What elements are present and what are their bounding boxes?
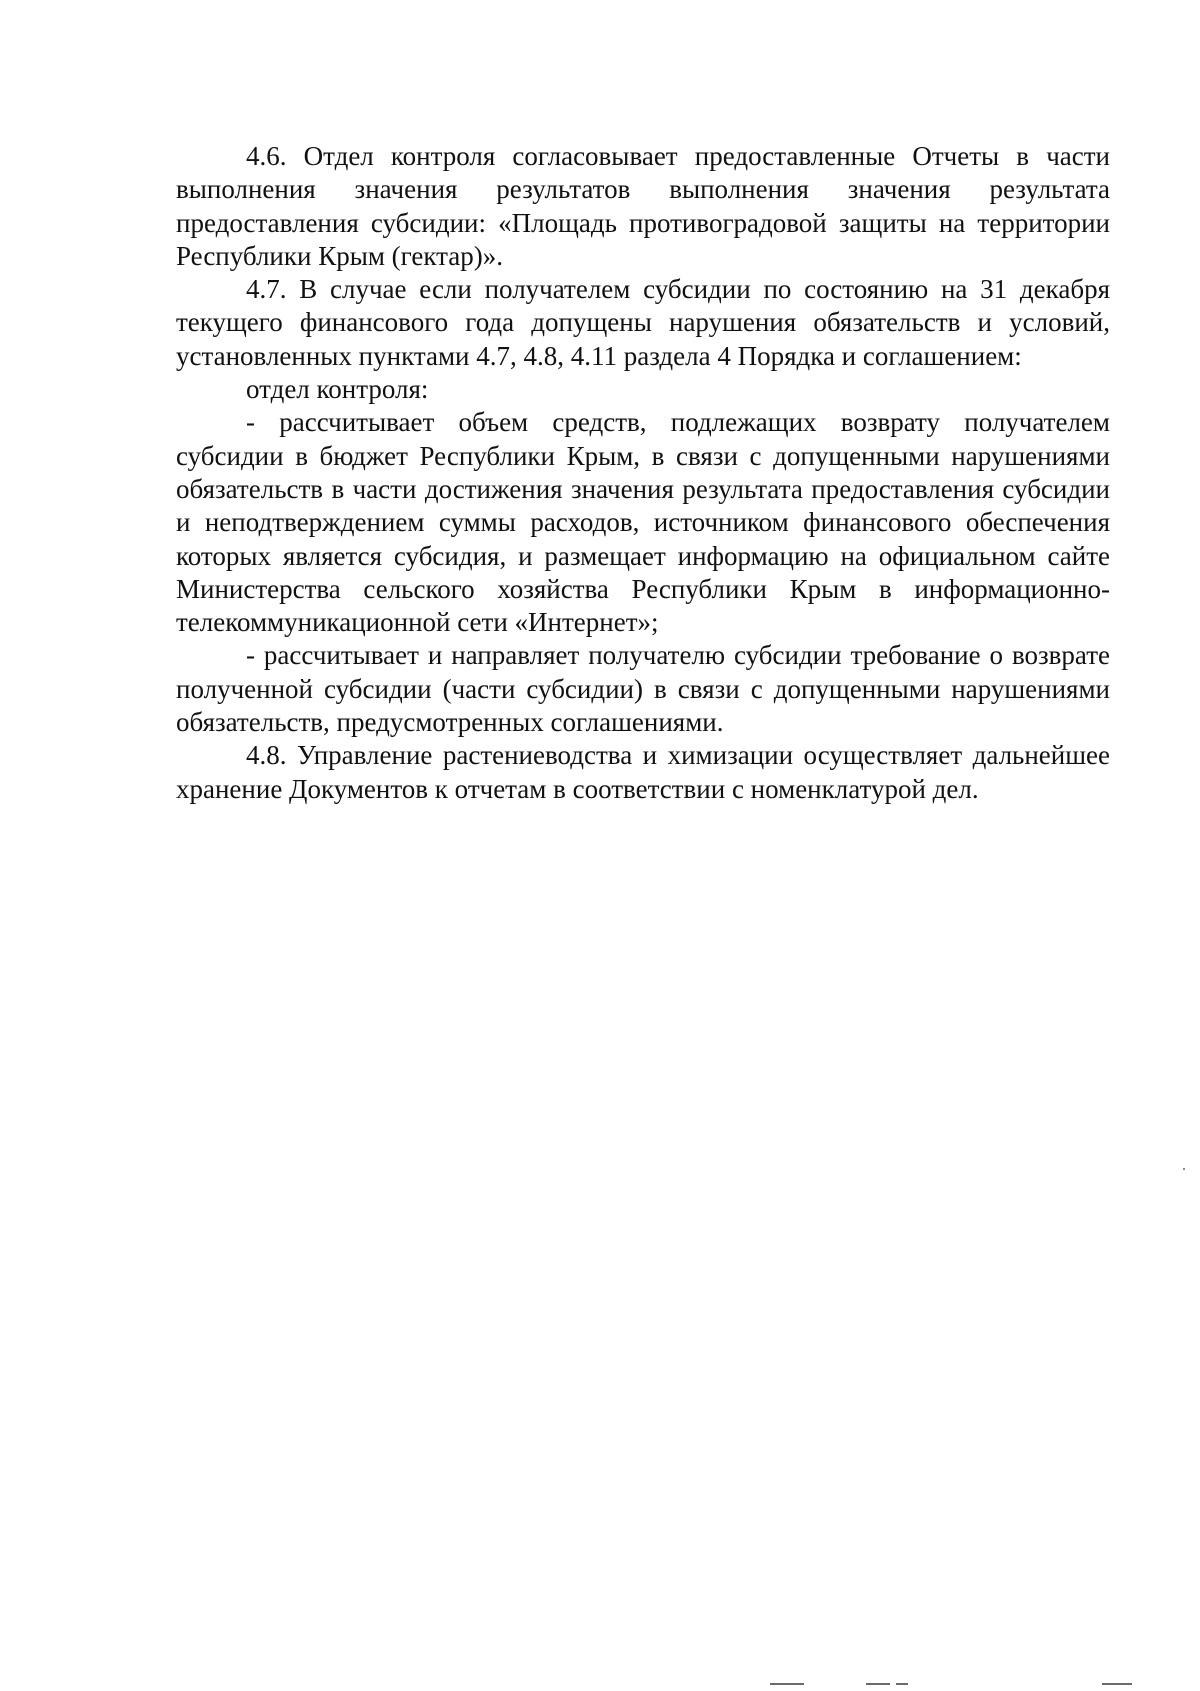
paragraph-4-8: 4.8. Управление растениеводства и химизации осуществляет дальнейшее хранение Документов к отчетам в соответствии с номенклатурой дел. [176, 740, 1110, 804]
scan-artifact [1102, 1683, 1132, 1685]
paragraph-4-7: 4.7. В случае если получателем субсидии по состоянию на 31 декабря текущего финансового года допущены нарушения обязательств и условий, установленных пунктами 4.7, 4.8, 4.11 раздела 4 Порядка и соглашением: [176, 274, 1110, 371]
paragraph-4-6: 4.6. Отдел контроля согласовывает предоставленные Отчеты в части выполнения значения результатов выполнения значения результата предоставления субсидии: «Площадь противоградовой защиты на территории Республики Крым (гектар)». [176, 141, 1110, 271]
paragraph-control-department: отдел контроля: [246, 374, 429, 405]
document-body [176, 140, 1110, 806]
scan-artifact [866, 1683, 890, 1685]
scan-artifact [1183, 1168, 1185, 1170]
paragraph-calculates-refund: - рассчитывает объем средств, подлежащих возврату получателем субсидии в бюджет Республики Крым, в связи с допущенными нарушениями обязательств в части достижения значения результата предоставления субсидии и неподтверждением суммы расходов, источником финансового обеспечения которых является субсидия, и размещает информацию на официальном сайте Министерства сельского хозяйства Республики Крым в информационно-телекоммуникационной сети «Интернет»; [176, 407, 1110, 638]
paragraph-sends-requirement: - рассчитывает и направляет получателю субсидии требование о возврате полученной субсидии (части субсидии) в связи с допущенными нарушениями обязательств, предусмотренных соглашениями. [176, 640, 1110, 738]
scan-artifact [770, 1683, 804, 1685]
scan-artifact [896, 1683, 908, 1685]
